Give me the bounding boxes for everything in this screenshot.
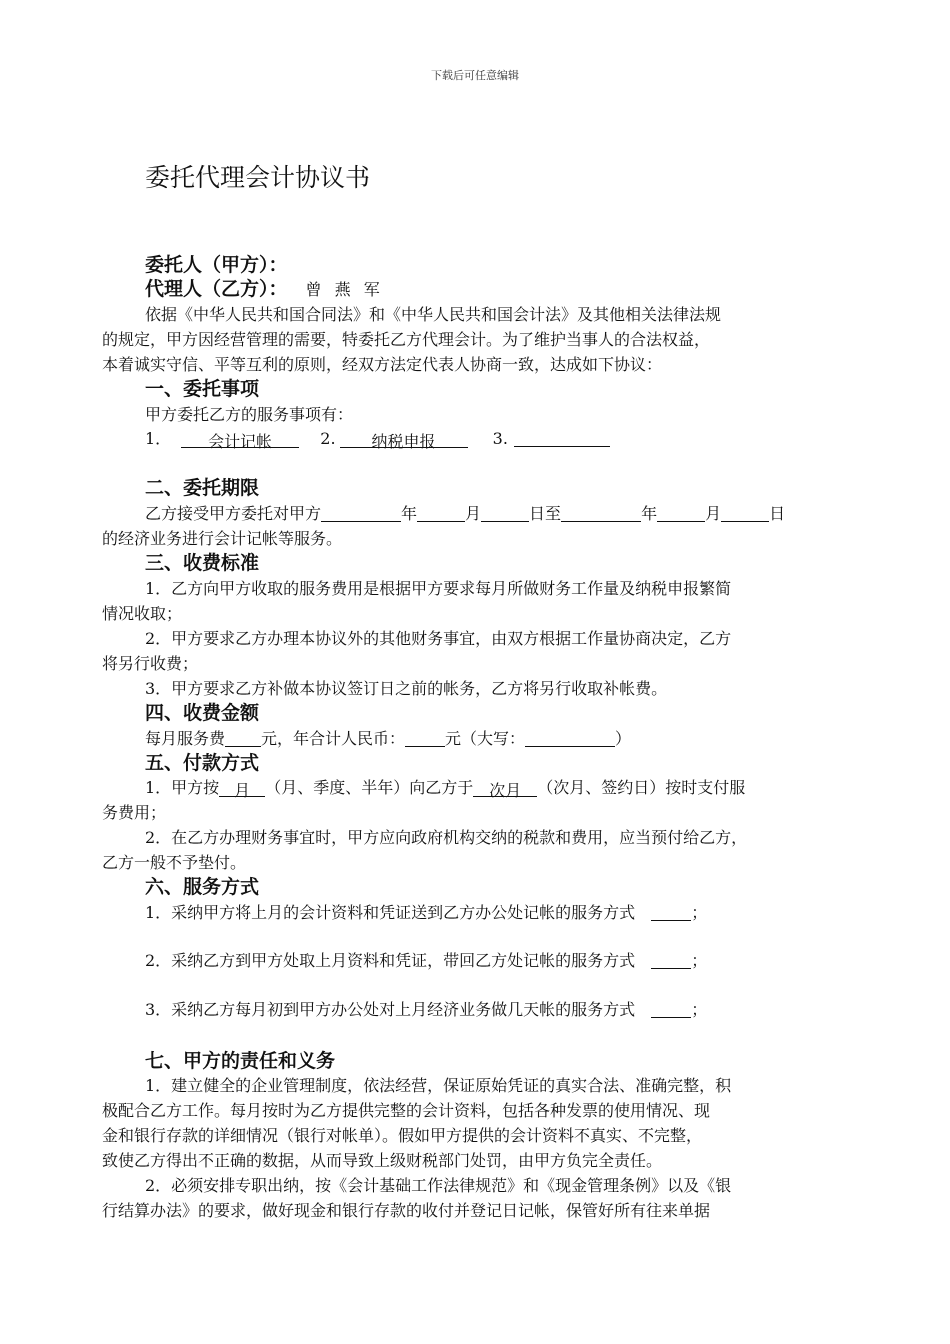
payment-line-4: 乙方一般不予垫付。 xyxy=(102,853,247,872)
term-text: 乙方接受甲方委托对甲方 xyxy=(145,504,322,523)
end-day-blank[interactable] xyxy=(721,503,769,522)
party-b-label: 代理人（乙方）： xyxy=(145,278,288,300)
duty-line: 行结算办法》的要求，做好现金和银行存款的收付并登记日记帐，保管好所有往来单据 xyxy=(102,1201,711,1220)
start-month-blank[interactable] xyxy=(417,503,465,522)
day-to-label: 日至 xyxy=(529,504,562,523)
service-mode-blank[interactable] xyxy=(651,999,691,1018)
start-year-blank[interactable] xyxy=(321,503,401,522)
payment-line-2: 务费用； xyxy=(102,803,167,822)
service-mode-blank[interactable] xyxy=(651,902,691,921)
day-label: 日 xyxy=(769,504,786,523)
intro-line-3: 本着诚实守信、平等互利的原则，经双方法定代表人协商一致，达成如下协议： xyxy=(102,355,663,374)
fee-line: 将另行收费； xyxy=(102,654,199,673)
year-label: 年 xyxy=(641,504,658,523)
service-mode-text: 3．采纳乙方每月初到甲方办公处对上月经济业务做几天帐的服务方式 xyxy=(145,1000,636,1019)
monthly-fee-blank[interactable] xyxy=(225,728,261,747)
payment-text: （月、季度、半年）向乙方于 xyxy=(265,778,474,797)
end-month-blank[interactable] xyxy=(657,503,705,522)
year-label: 年 xyxy=(401,504,418,523)
item-1-number: 1． xyxy=(145,429,172,448)
duty-line: 极配合乙方工作。每月按时为乙方提供完整的会计资料，包括各种发票的使用情况、现 xyxy=(102,1101,711,1120)
party-b-row xyxy=(145,274,384,301)
section-7-title: 七、甲方的责任和义务 xyxy=(145,1050,336,1072)
monthly-fee-label: 每月服务费 xyxy=(145,729,226,748)
duty-line: 致使乙方得出不正确的数据，从而导致上级财税部门处罚，由甲方负完全责任。 xyxy=(102,1151,663,1170)
item-3-blank[interactable] xyxy=(514,428,610,447)
section-2-title: 二、委托期限 xyxy=(145,477,260,499)
payment-period-value: 月 xyxy=(219,778,265,797)
item-2-number: 2. xyxy=(320,429,336,448)
term-line-2: 的经济业务进行会计记帐等服务。 xyxy=(102,529,343,548)
party-a-label: 委托人（甲方）： xyxy=(145,254,288,276)
semicolon: ； xyxy=(691,951,708,970)
fee-line: 3．甲方要求乙方补做本协议签订日之前的帐务，乙方将另行收取补帐费。 xyxy=(145,679,668,698)
service-mode-3 xyxy=(145,997,707,1020)
month-label: 月 xyxy=(465,504,482,523)
service-mode-1 xyxy=(145,900,707,923)
semicolon: ； xyxy=(691,903,708,922)
close-paren: ） xyxy=(615,729,632,748)
intro-line-1: 依据《中华人民共和国合同法》和《中华人民共和国会计法》及其他相关法律法规 xyxy=(145,305,722,324)
service-items-row xyxy=(145,426,610,449)
fee-line: 1．乙方向甲方收取的服务费用是根据甲方要求每月所做财务工作量及纳税申报繁简 xyxy=(145,579,732,598)
section-1-title: 一、委托事项 xyxy=(145,378,260,400)
month-label: 月 xyxy=(705,504,722,523)
section-1-lead: 甲方委托乙方的服务事项有： xyxy=(145,405,354,424)
duty-line: 1．建立健全的企业管理制度，依法经营，保证原始凭证的真实合法、准确完整，积 xyxy=(145,1076,732,1095)
end-year-blank[interactable] xyxy=(561,503,641,522)
section-6-title: 六、服务方式 xyxy=(145,876,260,898)
capital-amount-blank[interactable] xyxy=(525,728,615,747)
item-1-value: 会计记帐 xyxy=(181,429,299,448)
service-mode-blank[interactable] xyxy=(651,950,691,969)
annual-total-label: 元，年合计人民币： xyxy=(261,729,406,748)
term-line-1 xyxy=(145,501,785,524)
section-3-title: 三、收费标准 xyxy=(145,552,260,574)
payment-text: （次月、签约日）按时支付服 xyxy=(537,778,746,797)
item-2-value: 纳税申报 xyxy=(340,429,468,448)
annual-total-blank[interactable] xyxy=(405,728,445,747)
payment-date-value: 次月 xyxy=(473,778,537,797)
payment-line-3: 2．在乙方办理财务事宜时，甲方应向政府机构交纳的税款和费用，应当预付给乙方， xyxy=(145,828,748,847)
section-5-title: 五、付款方式 xyxy=(145,752,260,774)
duty-line: 2．必须安排专职出纳，按《会计基础工作法律规范》和《现金管理条例》以及《银 xyxy=(145,1176,732,1195)
duty-line: 金和银行存款的详细情况（银行对帐单）。假如甲方提供的会计资料不真实、不完整， xyxy=(102,1126,703,1145)
service-mode-2 xyxy=(145,948,707,971)
capital-label: 元（大写： xyxy=(445,729,526,748)
document-title: 委托代理会计协议书 xyxy=(145,163,371,192)
start-day-blank[interactable] xyxy=(481,503,529,522)
item-3-number: 3. xyxy=(492,429,508,448)
payment-text: 1．甲方按 xyxy=(145,778,220,797)
service-mode-text: 2．采纳乙方到甲方处取上月资料和凭证，带回乙方处记帐的服务方式 xyxy=(145,951,636,970)
party-b-name: 曾 燕 军 xyxy=(305,280,384,299)
page-header: 下载后可任意编辑 xyxy=(431,69,519,82)
section-4-title: 四、收费金额 xyxy=(145,702,260,724)
semicolon: ； xyxy=(691,1000,708,1019)
fee-line: 2．甲方要求乙方办理本协议外的其他财务事宜，由双方根据工作量协商决定，乙方 xyxy=(145,629,732,648)
payment-line-1 xyxy=(145,775,745,798)
fee-line: 情况收取； xyxy=(102,604,183,623)
amount-line xyxy=(145,726,631,749)
intro-line-2: 的规定，甲方因经营管理的需要，特委托乙方代理会计。为了维护当事人的合法权益， xyxy=(102,330,711,349)
service-mode-text: 1．采纳甲方将上月的会计资料和凭证送到乙方办公处记帐的服务方式 xyxy=(145,903,636,922)
